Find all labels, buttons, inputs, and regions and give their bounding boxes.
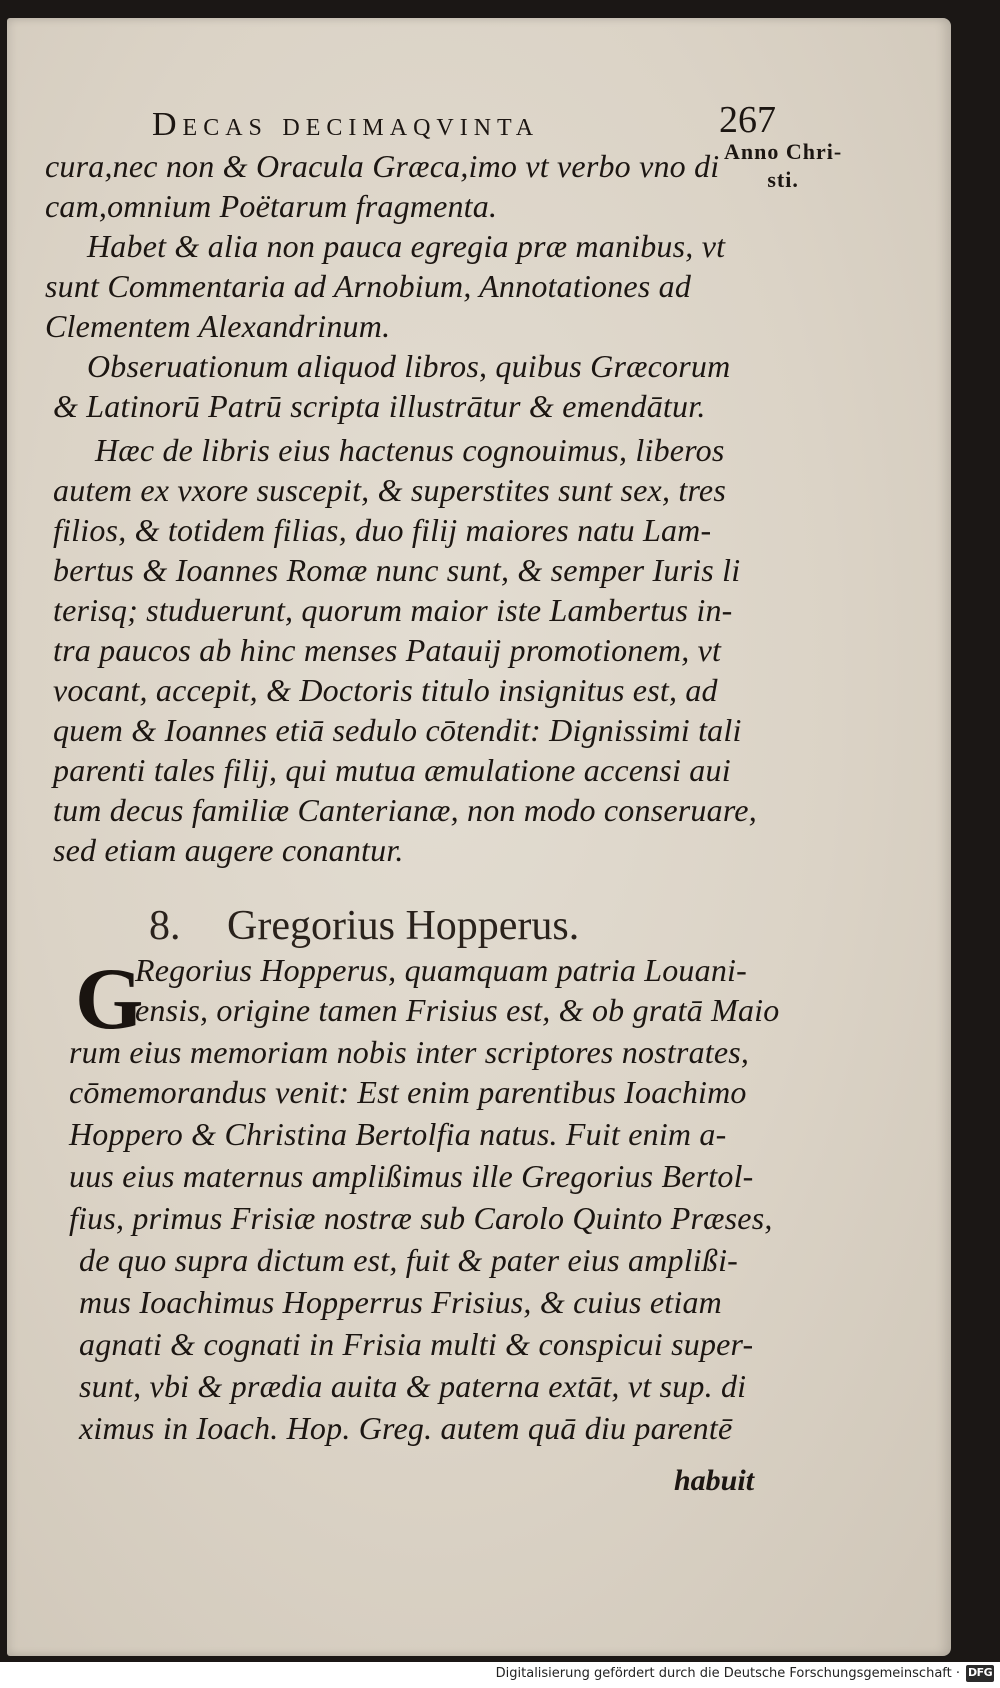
text-line: sunt Commentaria ad Arnobium, Annotationes ad bbox=[45, 268, 692, 304]
text-line: filios, & totidem filias, duo filij maiores natu Lam- bbox=[53, 512, 712, 548]
text-line: Clementem Alexandrinum. bbox=[45, 308, 391, 344]
text-line: ensis, origine tamen Frisius est, & ob gratā Maio bbox=[135, 992, 780, 1028]
page-number: 267 bbox=[719, 99, 776, 141]
text-line: fius, primus Frisiæ nostræ sub Carolo Quinto Præses, bbox=[69, 1200, 773, 1236]
margin-note-line: sti. bbox=[767, 167, 799, 192]
text-line: cōmemorandus venit: Est enim parentibus Ioachimo bbox=[69, 1074, 747, 1110]
text-line: sunt, vbi & prædia auita & paterna extāt, vt sup. di bbox=[79, 1368, 747, 1404]
text-line: ximus in Ioach. Hop. Greg. autem quā diu parentē bbox=[79, 1410, 733, 1446]
text-line: uus eius maternus amplißimus ille Gregorius Bertol- bbox=[69, 1158, 754, 1194]
margin-note-line: Anno Chri- bbox=[724, 139, 843, 164]
text-line: cam,omnium Poëtarum fragmenta. bbox=[45, 188, 498, 224]
text-line: cura,nec non & Oracula Græca,imo vt verbo vno di bbox=[45, 148, 720, 184]
drop-cap: G bbox=[75, 951, 144, 1048]
footer-bar bbox=[0, 1662, 1000, 1688]
margin-note bbox=[724, 138, 842, 194]
text-line: Regorius Hopperus, quamquam patria Louani- bbox=[135, 952, 747, 988]
text-line: agnati & cognati in Frisia multi & conspicui super- bbox=[79, 1326, 754, 1362]
text-line: rum eius memoriam nobis inter scriptores nostrates, bbox=[69, 1034, 750, 1070]
text-line: terisq; studuerunt, quorum maior iste Lambertus in- bbox=[53, 592, 733, 628]
text-line: sed etiam augere conantur. bbox=[53, 832, 404, 868]
text-line: Hoppero & Christina Bertolfia natus. Fuit enim a- bbox=[69, 1116, 727, 1152]
section-number: 8. bbox=[149, 903, 181, 949]
text-line: bertus & Ioannes Romæ nunc sunt, & semper Iuris li bbox=[53, 552, 741, 588]
text-line: Obseruationum aliquod libros, quibus Græcorum bbox=[87, 348, 731, 384]
section-title: Gregorius Hopperus. bbox=[227, 903, 580, 949]
text-line: & Latinorū Patrū scripta illustrātur & emendātur. bbox=[53, 388, 706, 424]
running-head: Decas decimaqvinta bbox=[152, 106, 540, 143]
text-line: tra paucos ab hinc menses Patauij promotionem, vt bbox=[53, 632, 722, 668]
text-line: vocant, accepit, & Doctoris titulo insignitus est, ad bbox=[53, 672, 718, 708]
section-heading bbox=[149, 902, 579, 950]
footer-credit: Digitalisierung gefördert durch die Deutsche Forschungsgemeinschaft · bbox=[495, 1666, 960, 1681]
text-line: mus Ioachimus Hopperrus Frisius, & cuius etiam bbox=[79, 1284, 722, 1320]
text-line: Hæc de libris eius hactenus cognouimus, liberos bbox=[95, 432, 725, 468]
text-line: de quo supra dictum est, fuit & pater eius amplißi- bbox=[79, 1242, 739, 1278]
text-line: autem ex vxore suscepit, & superstites sunt sex, tres bbox=[53, 472, 726, 508]
book-page bbox=[7, 18, 951, 1656]
text-line: Habet & alia non pauca egregia præ manibus, vt bbox=[87, 228, 726, 264]
text-line: parenti tales filij, qui mutua æmulatione accensi aui bbox=[53, 752, 731, 788]
dfg-logo-icon: DFG bbox=[966, 1665, 994, 1682]
text-line: quem & Ioannes etiā sedulo cōtendit: Dignissimi tali bbox=[53, 712, 742, 748]
text-line: tum decus familiæ Canterianæ, non modo conseruare, bbox=[53, 792, 757, 828]
catchword: habuit bbox=[674, 1464, 755, 1497]
